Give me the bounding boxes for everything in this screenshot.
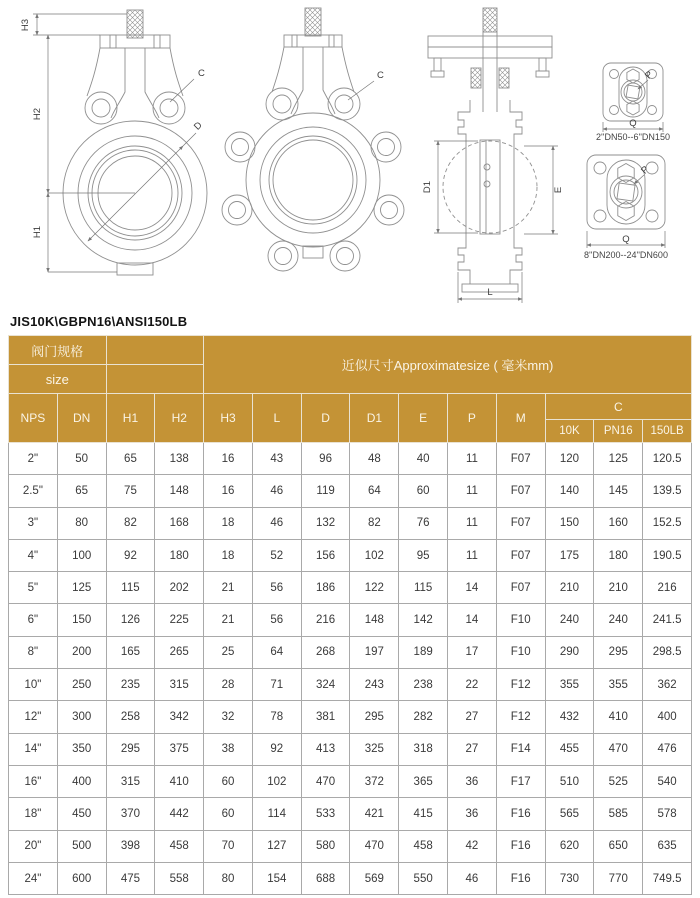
table-cell: 140	[545, 475, 594, 507]
dim-label-h3: H3	[20, 18, 31, 32]
table-cell: 476	[643, 733, 692, 765]
table-cell: 11	[448, 443, 497, 475]
table-cell: 510	[545, 765, 594, 797]
table-cell: 40	[399, 443, 448, 475]
col-header-h3: H3	[204, 394, 253, 443]
table-cell: 43	[252, 443, 301, 475]
table-cell: 225	[155, 604, 204, 636]
table-cell: 458	[155, 830, 204, 862]
table-cell: 21	[204, 572, 253, 604]
table-cell: 2.5"	[9, 475, 58, 507]
table-cell: 28	[204, 669, 253, 701]
table-cell: 470	[301, 765, 350, 797]
table-row	[9, 798, 692, 830]
col-header-pn16: PN16	[594, 420, 643, 443]
table-cell: 14	[448, 572, 497, 604]
table-cell: 342	[155, 701, 204, 733]
table-head	[9, 336, 692, 443]
table-cell: 565	[545, 798, 594, 830]
table-cell: 18	[204, 539, 253, 571]
table-cell: 24"	[9, 862, 58, 894]
table-cell: 500	[57, 830, 106, 862]
table-cell: 32	[204, 701, 253, 733]
technical-drawings	[0, 0, 700, 312]
table-cell: 355	[545, 669, 594, 701]
table-cell: 315	[155, 669, 204, 701]
wafer-valve-front-view	[20, 10, 207, 275]
spec-header-blank-top	[106, 336, 204, 365]
table-cell: 150	[545, 507, 594, 539]
table-cell: 122	[350, 572, 399, 604]
table-cell: 241.5	[643, 604, 692, 636]
table-row	[9, 475, 692, 507]
table-cell: 119	[301, 475, 350, 507]
table-cell: 770	[594, 862, 643, 894]
table-cell: 600	[57, 862, 106, 894]
table-cell: 14"	[9, 733, 58, 765]
table-cell: 355	[594, 669, 643, 701]
table-cell: 650	[594, 830, 643, 862]
table-cell: 132	[301, 507, 350, 539]
table-cell: 18	[204, 507, 253, 539]
table-cell: 202	[155, 572, 204, 604]
col-header-m: M	[496, 394, 545, 443]
table-cell: 398	[106, 830, 155, 862]
table-cell: 100	[57, 539, 106, 571]
table-cell: 580	[301, 830, 350, 862]
table-cell: 240	[545, 604, 594, 636]
table-body	[9, 443, 692, 895]
lug-valve-front-view	[222, 8, 404, 271]
table-cell: 475	[106, 862, 155, 894]
table-cell: 197	[350, 636, 399, 668]
table-cell: 365	[399, 765, 448, 797]
table-cell: 25	[204, 636, 253, 668]
dim-label-c-wafer: C	[198, 68, 205, 79]
valve-stem-hatch	[305, 8, 321, 36]
table-cell: F10	[496, 604, 545, 636]
table-cell: 154	[252, 862, 301, 894]
table-cell: 64	[350, 475, 399, 507]
table-cell: 550	[399, 862, 448, 894]
table-cell: 71	[252, 669, 301, 701]
col-header-h1: H1	[106, 394, 155, 443]
table-row	[9, 572, 692, 604]
table-cell: 265	[155, 636, 204, 668]
table-cell: 76	[399, 507, 448, 539]
table-cell: 578	[643, 798, 692, 830]
table-cell: 268	[301, 636, 350, 668]
valve-stem-hatch	[127, 10, 143, 38]
table-cell: 325	[350, 733, 399, 765]
table-cell: 82	[106, 507, 155, 539]
table-cell: 95	[399, 539, 448, 571]
table-cell: 52	[252, 539, 301, 571]
table-cell: 200	[57, 636, 106, 668]
table-cell: 186	[301, 572, 350, 604]
table-cell: 258	[106, 701, 155, 733]
table-row	[9, 862, 692, 894]
columns-row	[9, 394, 692, 420]
table-cell: F16	[496, 798, 545, 830]
valve-side-section-view	[422, 8, 564, 303]
table-cell: 165	[106, 636, 155, 668]
dim-label-q-small: Q	[629, 118, 637, 129]
table-cell: 372	[350, 765, 399, 797]
col-header-e: E	[399, 394, 448, 443]
table-cell: F16	[496, 862, 545, 894]
table-cell: 290	[545, 636, 594, 668]
table-cell: 102	[252, 765, 301, 797]
table-cell: 410	[155, 765, 204, 797]
table-cell: 65	[57, 475, 106, 507]
table-cell: 189	[399, 636, 448, 668]
table-cell: 216	[643, 572, 692, 604]
table-cell: 10"	[9, 669, 58, 701]
table-cell: 415	[399, 798, 448, 830]
table-cell: 295	[594, 636, 643, 668]
table-cell: F16	[496, 830, 545, 862]
table-cell: 92	[252, 733, 301, 765]
table-cell: 688	[301, 862, 350, 894]
table-cell: F12	[496, 669, 545, 701]
table-row	[9, 669, 692, 701]
approx-size-header: 近似尺寸Approximatesize ( 毫米mm)	[204, 336, 692, 394]
table-cell: 730	[545, 862, 594, 894]
table-cell: 60	[204, 798, 253, 830]
disc-dashed-circle	[443, 141, 537, 233]
table-cell: 250	[57, 669, 106, 701]
table-section	[8, 312, 692, 895]
table-cell: 70	[204, 830, 253, 862]
col-header-h2: H2	[155, 394, 204, 443]
table-cell: F14	[496, 733, 545, 765]
table-cell: 362	[643, 669, 692, 701]
table-cell: 42	[448, 830, 497, 862]
table-cell: 569	[350, 862, 399, 894]
table-cell: 4"	[9, 539, 58, 571]
iso-flange-large-view	[584, 155, 668, 260]
table-row	[9, 830, 692, 862]
table-cell: 46	[252, 507, 301, 539]
table-cell: 295	[106, 733, 155, 765]
table-cell: 127	[252, 830, 301, 862]
table-cell: 114	[252, 798, 301, 830]
table-cell: 46	[448, 862, 497, 894]
spec-header-en: size	[9, 365, 107, 394]
col-header-d: D	[301, 394, 350, 443]
table-cell: 442	[155, 798, 204, 830]
table-cell: 210	[545, 572, 594, 604]
table-cell: 6"	[9, 604, 58, 636]
table-cell: 65	[106, 443, 155, 475]
table-cell: 298.5	[643, 636, 692, 668]
table-cell: 160	[594, 507, 643, 539]
spec-header-cn: 阀门规格	[9, 336, 107, 365]
table-cell: 11	[448, 539, 497, 571]
table-cell: F10	[496, 636, 545, 668]
col-header-dn: DN	[57, 394, 106, 443]
table-cell: F07	[496, 572, 545, 604]
table-cell: 410	[594, 701, 643, 733]
table-cell: F12	[496, 701, 545, 733]
valve-stem-hatch	[483, 8, 497, 32]
table-cell: 282	[399, 701, 448, 733]
table-cell: 450	[57, 798, 106, 830]
table-cell: 12"	[9, 701, 58, 733]
dim-label-p-small: P	[643, 69, 656, 82]
table-cell: 5"	[9, 572, 58, 604]
table-row	[9, 733, 692, 765]
table-cell: 235	[106, 669, 155, 701]
bolt-lugs	[222, 132, 404, 271]
table-cell: 8"	[9, 636, 58, 668]
table-cell: 150	[57, 604, 106, 636]
table-row	[9, 701, 692, 733]
table-cell: 421	[350, 798, 399, 830]
col-header-l: L	[252, 394, 301, 443]
table-cell: 102	[350, 539, 399, 571]
table-cell: 17	[448, 636, 497, 668]
table-cell: 533	[301, 798, 350, 830]
col-header-nps: NPS	[9, 394, 58, 443]
table-cell: 142	[399, 604, 448, 636]
table-cell: 11	[448, 507, 497, 539]
table-cell: 413	[301, 733, 350, 765]
table-row	[9, 539, 692, 571]
col-header-p: P	[448, 394, 497, 443]
table-cell: 64	[252, 636, 301, 668]
col-header-10k: 10K	[545, 420, 594, 443]
table-cell: 558	[155, 862, 204, 894]
table-cell: 243	[350, 669, 399, 701]
iso-flange-small-view	[596, 63, 670, 142]
table-cell: 458	[399, 830, 448, 862]
table-cell: 80	[57, 507, 106, 539]
table-cell: 16"	[9, 765, 58, 797]
table-cell: 318	[399, 733, 448, 765]
table-cell: 180	[155, 539, 204, 571]
table-cell: 20"	[9, 830, 58, 862]
dim-label-p-large: P	[639, 164, 652, 177]
table-cell: 125	[594, 443, 643, 475]
table-cell: 240	[594, 604, 643, 636]
table-cell: 120.5	[643, 443, 692, 475]
table-cell: 370	[106, 798, 155, 830]
table-cell: 375	[155, 733, 204, 765]
table-cell: 78	[252, 701, 301, 733]
table-cell: 82	[350, 507, 399, 539]
table-cell: 620	[545, 830, 594, 862]
table-cell: 75	[106, 475, 155, 507]
table-cell: 36	[448, 765, 497, 797]
table-cell: F07	[496, 475, 545, 507]
dim-label-e: E	[553, 186, 564, 194]
table-cell: 540	[643, 765, 692, 797]
table-cell: 36	[448, 798, 497, 830]
ear-lug-right	[153, 92, 185, 124]
table-cell: 3"	[9, 507, 58, 539]
table-cell: 400	[643, 701, 692, 733]
dimension-table	[8, 335, 692, 895]
table-row	[9, 765, 692, 797]
table-cell: 180	[594, 539, 643, 571]
table-cell: F07	[496, 539, 545, 571]
flange-large-caption: 8''DN200--24''DN600	[584, 250, 668, 260]
table-cell: 126	[106, 604, 155, 636]
table-cell: 148	[155, 475, 204, 507]
table-cell: 48	[350, 443, 399, 475]
table-cell: 295	[350, 701, 399, 733]
table-cell: 635	[643, 830, 692, 862]
table-row	[9, 604, 692, 636]
ear-lug-left	[85, 92, 117, 124]
table-cell: 138	[155, 443, 204, 475]
table-cell: 16	[204, 475, 253, 507]
flange-small-caption: 2''DN50--6''DN150	[596, 132, 670, 142]
table-cell: 16	[204, 443, 253, 475]
table-cell: 56	[252, 572, 301, 604]
valve-body-outer	[246, 113, 380, 247]
table-cell: F17	[496, 765, 545, 797]
dim-label-d1: D1	[422, 180, 433, 194]
table-cell: 432	[545, 701, 594, 733]
table-cell: 190.5	[643, 539, 692, 571]
table-cell: 455	[545, 733, 594, 765]
table-cell: 175	[545, 539, 594, 571]
table-cell: 350	[57, 733, 106, 765]
table-cell: 139.5	[643, 475, 692, 507]
table-cell: 92	[106, 539, 155, 571]
dim-label-l: L	[487, 287, 493, 298]
table-cell: 152.5	[643, 507, 692, 539]
table-cell: 22	[448, 669, 497, 701]
table-title: JIS10K\GBPN16\ANSI150LB	[10, 314, 188, 329]
table-cell: 27	[448, 733, 497, 765]
table-cell: 324	[301, 669, 350, 701]
table-cell: 156	[301, 539, 350, 571]
dim-label-d: D	[191, 119, 205, 133]
col-header-d1: D1	[350, 394, 399, 443]
table-cell: 216	[301, 604, 350, 636]
table-cell: 238	[399, 669, 448, 701]
table-cell: 400	[57, 765, 106, 797]
table-cell: 80	[204, 862, 253, 894]
table-cell: 14	[448, 604, 497, 636]
dim-label-h2: H2	[32, 107, 43, 121]
table-cell: 470	[594, 733, 643, 765]
table-row	[9, 443, 692, 475]
table-cell: 300	[57, 701, 106, 733]
dim-label-q-large: Q	[622, 234, 630, 245]
col-header-150lb: 150LB	[643, 420, 692, 443]
table-cell: 60	[204, 765, 253, 797]
table-cell: 38	[204, 733, 253, 765]
table-cell: 315	[106, 765, 155, 797]
table-cell: 115	[106, 572, 155, 604]
table-cell: 381	[301, 701, 350, 733]
table-cell: 148	[350, 604, 399, 636]
table-cell: 96	[301, 443, 350, 475]
table-cell: 46	[252, 475, 301, 507]
table-cell: 145	[594, 475, 643, 507]
table-cell: F07	[496, 507, 545, 539]
table-cell: 18"	[9, 798, 58, 830]
table-cell: 2"	[9, 443, 58, 475]
spec-header-blank-bottom	[106, 365, 204, 394]
table-cell: 749.5	[643, 862, 692, 894]
table-cell: 470	[350, 830, 399, 862]
table-cell: 27	[448, 701, 497, 733]
table-cell: 120	[545, 443, 594, 475]
table-cell: 60	[399, 475, 448, 507]
table-cell: 115	[399, 572, 448, 604]
table-cell: 585	[594, 798, 643, 830]
table-cell: 50	[57, 443, 106, 475]
table-cell: F07	[496, 443, 545, 475]
table-cell: 125	[57, 572, 106, 604]
table-row	[9, 636, 692, 668]
dim-label-c-lug: C	[377, 70, 384, 81]
table-row	[9, 507, 692, 539]
table-cell: 11	[448, 475, 497, 507]
dim-label-h1: H1	[32, 225, 43, 239]
table-cell: 168	[155, 507, 204, 539]
table-cell: 525	[594, 765, 643, 797]
table-cell: 21	[204, 604, 253, 636]
table-cell: 210	[594, 572, 643, 604]
col-header-c-group: C	[545, 394, 691, 420]
table-cell: 56	[252, 604, 301, 636]
